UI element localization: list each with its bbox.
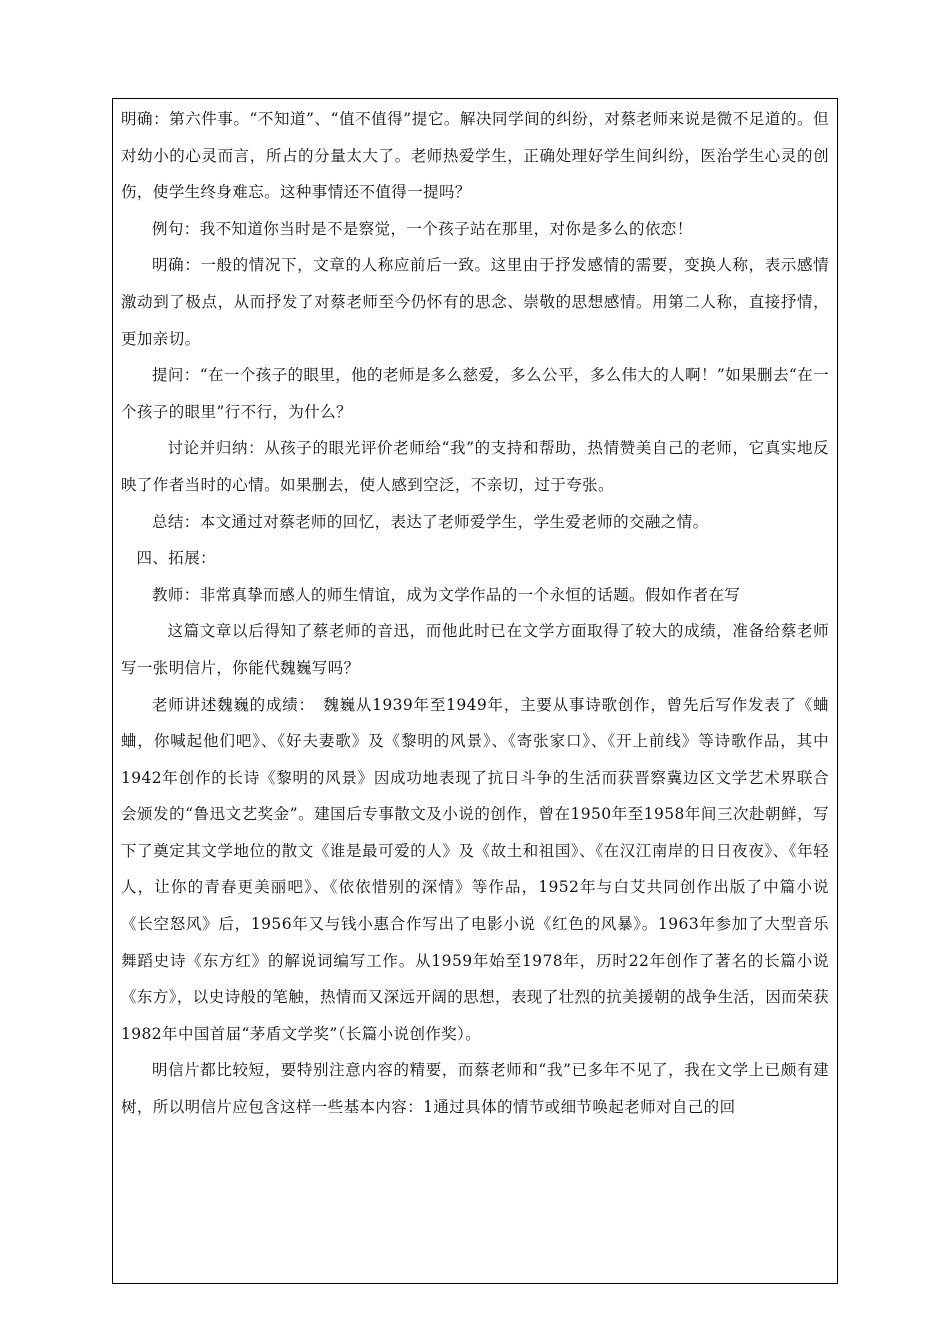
paragraph-discussion: 讨论并归纳：从孩子的眼光评价老师给“我”的支持和帮助，热情赞美自己的老师，它真实地反映了作者当时的心情。如果删去，使人感到空泛，不亲切，过于夸张。	[121, 439, 829, 494]
paragraph-summary: 总结：本文通过对蔡老师的回忆，表达了老师爱学生，学生爱老师的交融之情。	[152, 512, 709, 531]
lesson-text-body	[121, 101, 829, 1126]
paragraph-example-sentence: 例句：我不知道你当时是不是察觉，一个孩子站在那里，对你是多么的依恋！	[152, 219, 693, 238]
paragraph-answer-person-change: 明确：一般的情况下，文章的人称应前后一致。这里由于抒发感情的需要，变换人称，表示感情激动到了极点，从而抒发了对蔡老师至今仍怀有的思念、崇敬的思想感情。用第二人称，直接抒情，更加亲切。	[121, 256, 829, 348]
section-heading-extension: 四、拓展：	[136, 549, 217, 568]
lesson-table-cell	[112, 98, 838, 1284]
paragraph-weiwei-achievements: 老师讲述魏巍的成绩： 魏巍从1939年至1949年，主要从事诗歌创作，曾先后写作发表了《蛐蛐，你喊起他们吧》、《好夫妻歌》及《黎明的风景》、《寄张家口》、《开上前线》等诗歌作品，其中1942年创作的长诗《黎明的风景》因成功地表现了抗日斗争的生活而获晋察冀边区文学艺术界联合会颁发的“鲁迅文艺奖金”。建国后专事散文及小说的创作，曾在1950年至1958年间三次赴朝鲜，写下了奠定其文学地位的散文《谁是最可爱的人》及《故土和祖国》、《在汉江南岸的日日夜夜》、《年轻人，让你的青春更美丽吧》、《依依惜别的深情》等作品，1952年与白艾共同创作出版了中篇小说《长空怒风》后，1956年又与钱小惠合作写出了电影小说《红色的风暴》。1963年参加了大型音乐舞蹈史诗《东方红》的解说词编写工作。从1959年始至1978年，历时22年创作了著名的长篇小说《东方》，以史诗般的笔触，热情而又深远开阔的思想，表现了壮烈的抗美援朝的战争生活，因而荣获1982年中国首届“茅盾文学奖”（长篇小说创作奖）。	[121, 695, 829, 1043]
paragraph-teacher-intro: 教师：非常真挚而感人的师生情谊，成为文学作品的一个永恒的话题。假如作者在写	[152, 585, 741, 604]
paragraph-postcard-task: 这篇文章以后得知了蔡老师的音迅，而他此时已在文学方面取得了较大的成绩，准备给蔡老师写一张明信片，你能代魏巍写吗？	[121, 622, 829, 677]
paragraph-postcard-guidance: 明信片都比较短，要特别注意内容的精要，而蔡老师和“我”已多年不见了，我在文学上已颇有建树，所以明信片应包含这样一些基本内容：1通过具体的情节或细节唤起老师对自己的回	[121, 1061, 829, 1117]
paragraph-answer-sixth-event: 明确：第六件事。“不知道”、“值不值得”提它。解决同学间的纠纷，对蔡老师来说是微不足道的。但对幼小的心灵而言，所占的分量太大了。老师热爱学生，正确处理好学生间纠纷，医治学生心灵的创伤，使学生终身难忘。这种事情还不值得一提吗？	[121, 110, 829, 202]
paragraph-question: 提问：“在一个孩子的眼里，他的老师是多么慈爱，多么公平，多么伟大的人啊！”如果删去“在一个孩子的眼里”行不行，为什么？	[121, 366, 829, 421]
